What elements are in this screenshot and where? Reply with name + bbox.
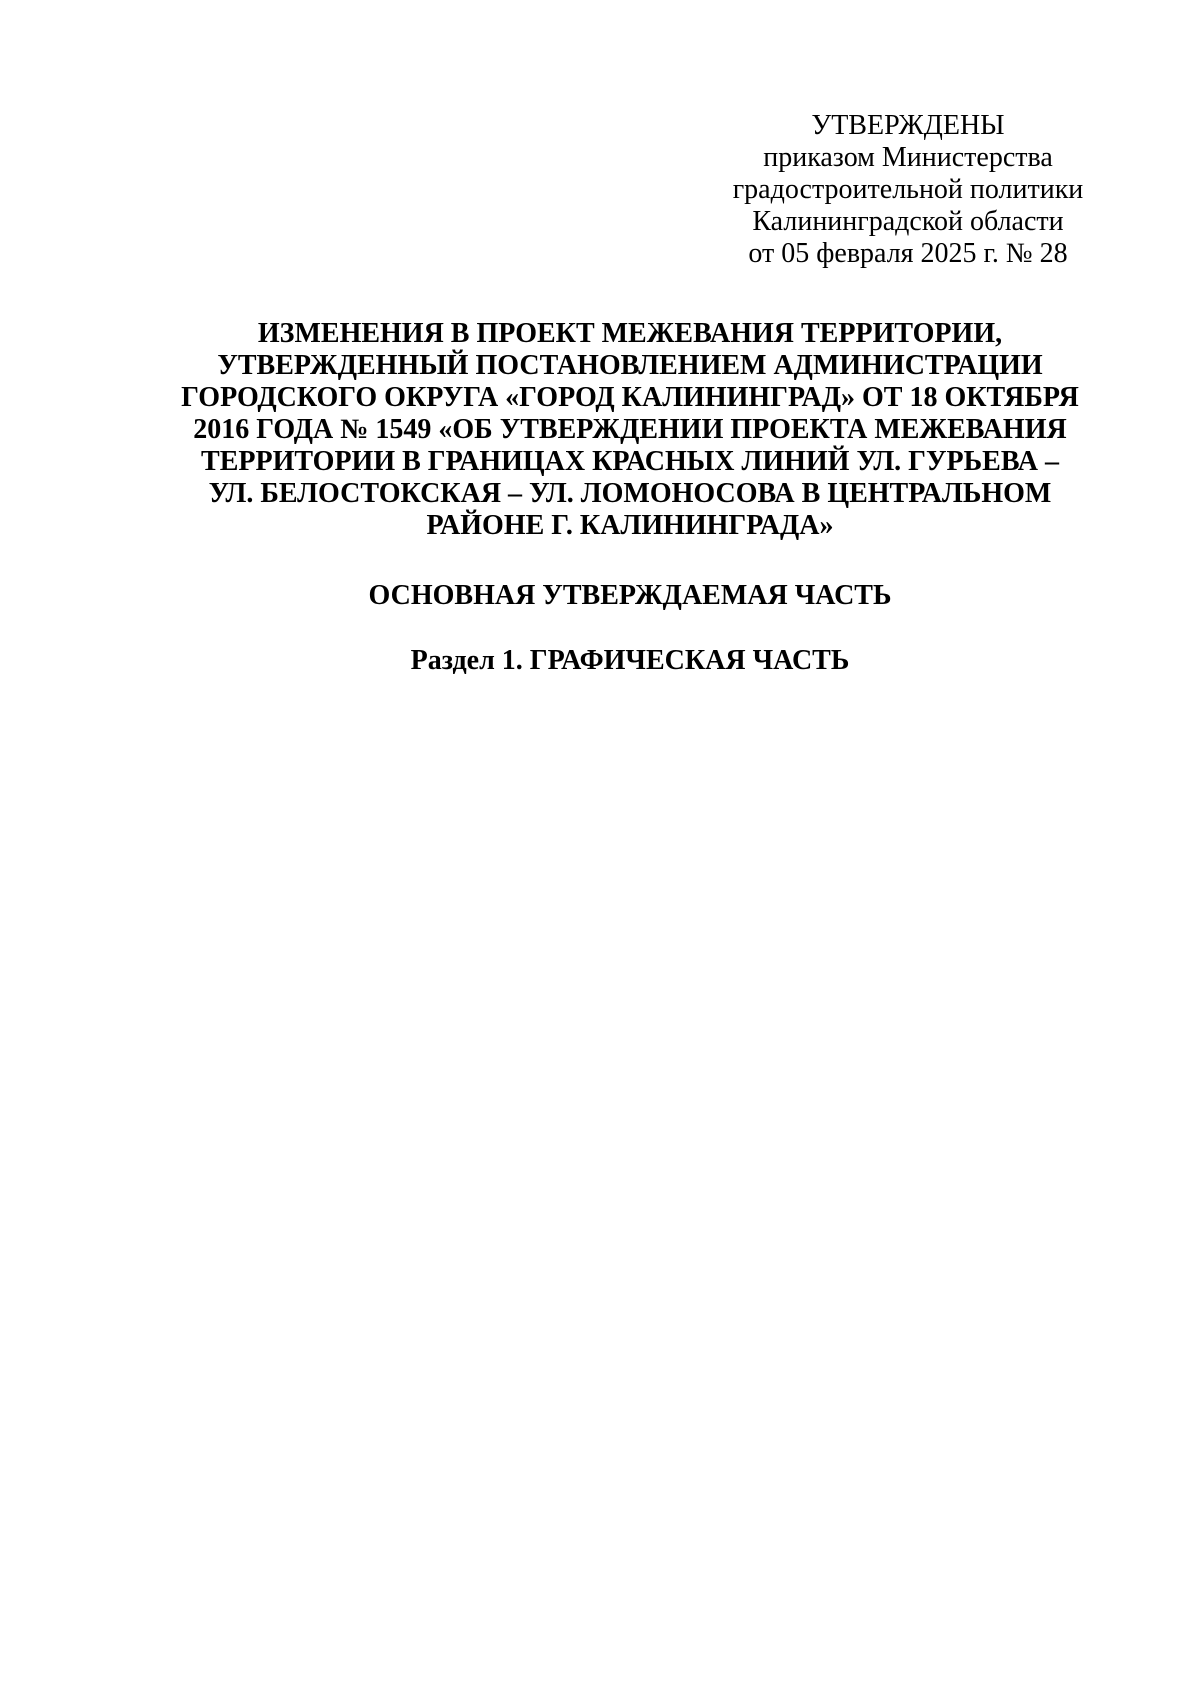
- title-line: 2016 ГОДА № 1549 «ОБ УТВЕРЖДЕНИИ ПРОЕКТА МЕЖЕВАНИЯ: [193, 414, 1067, 445]
- title-line: УТВЕРЖДЕННЫЙ ПОСТАНОВЛЕНИЕМ АДМИНИСТРАЦИИ: [217, 350, 1043, 381]
- title-line: РАЙОНЕ Г. КАЛИНИНГРАДА»: [426, 510, 834, 541]
- document-title: [150, 318, 1110, 542]
- approval-line: приказом Министерства: [763, 142, 1053, 173]
- title-line: ГОРОДСКОГО ОКРУГА «ГОРОД КАЛИНИНГРАД» ОТ 18 ОКТЯБРЯ: [181, 382, 1079, 413]
- approval-heading: УТВЕРЖДЕНЫ: [811, 110, 1005, 141]
- title-line: ТЕРРИТОРИИ В ГРАНИЦАХ КРАСНЫХ ЛИНИЙ УЛ. ГУРЬЕВА –: [201, 446, 1059, 477]
- document-subtitle: ОСНОВНАЯ УТВЕРЖДАЕМАЯ ЧАСТЬ: [368, 580, 892, 611]
- approval-line: градостроительной политики: [732, 174, 1084, 205]
- title-line: ИЗМЕНЕНИЯ В ПРОЕКТ МЕЖЕВАНИЯ ТЕРРИТОРИИ,: [257, 318, 1003, 349]
- approval-stamp: [700, 110, 1116, 270]
- section-heading: Раздел 1. ГРАФИЧЕСКАЯ ЧАСТЬ: [410, 645, 850, 676]
- title-line: УЛ. БЕЛОСТОКСКАЯ – УЛ. ЛОМОНОСОВА В ЦЕНТРАЛЬНОМ: [208, 478, 1052, 509]
- approval-line: Калининградской области: [752, 206, 1064, 237]
- approval-date: от 05 февраля 2025 г. № 28: [748, 238, 1068, 269]
